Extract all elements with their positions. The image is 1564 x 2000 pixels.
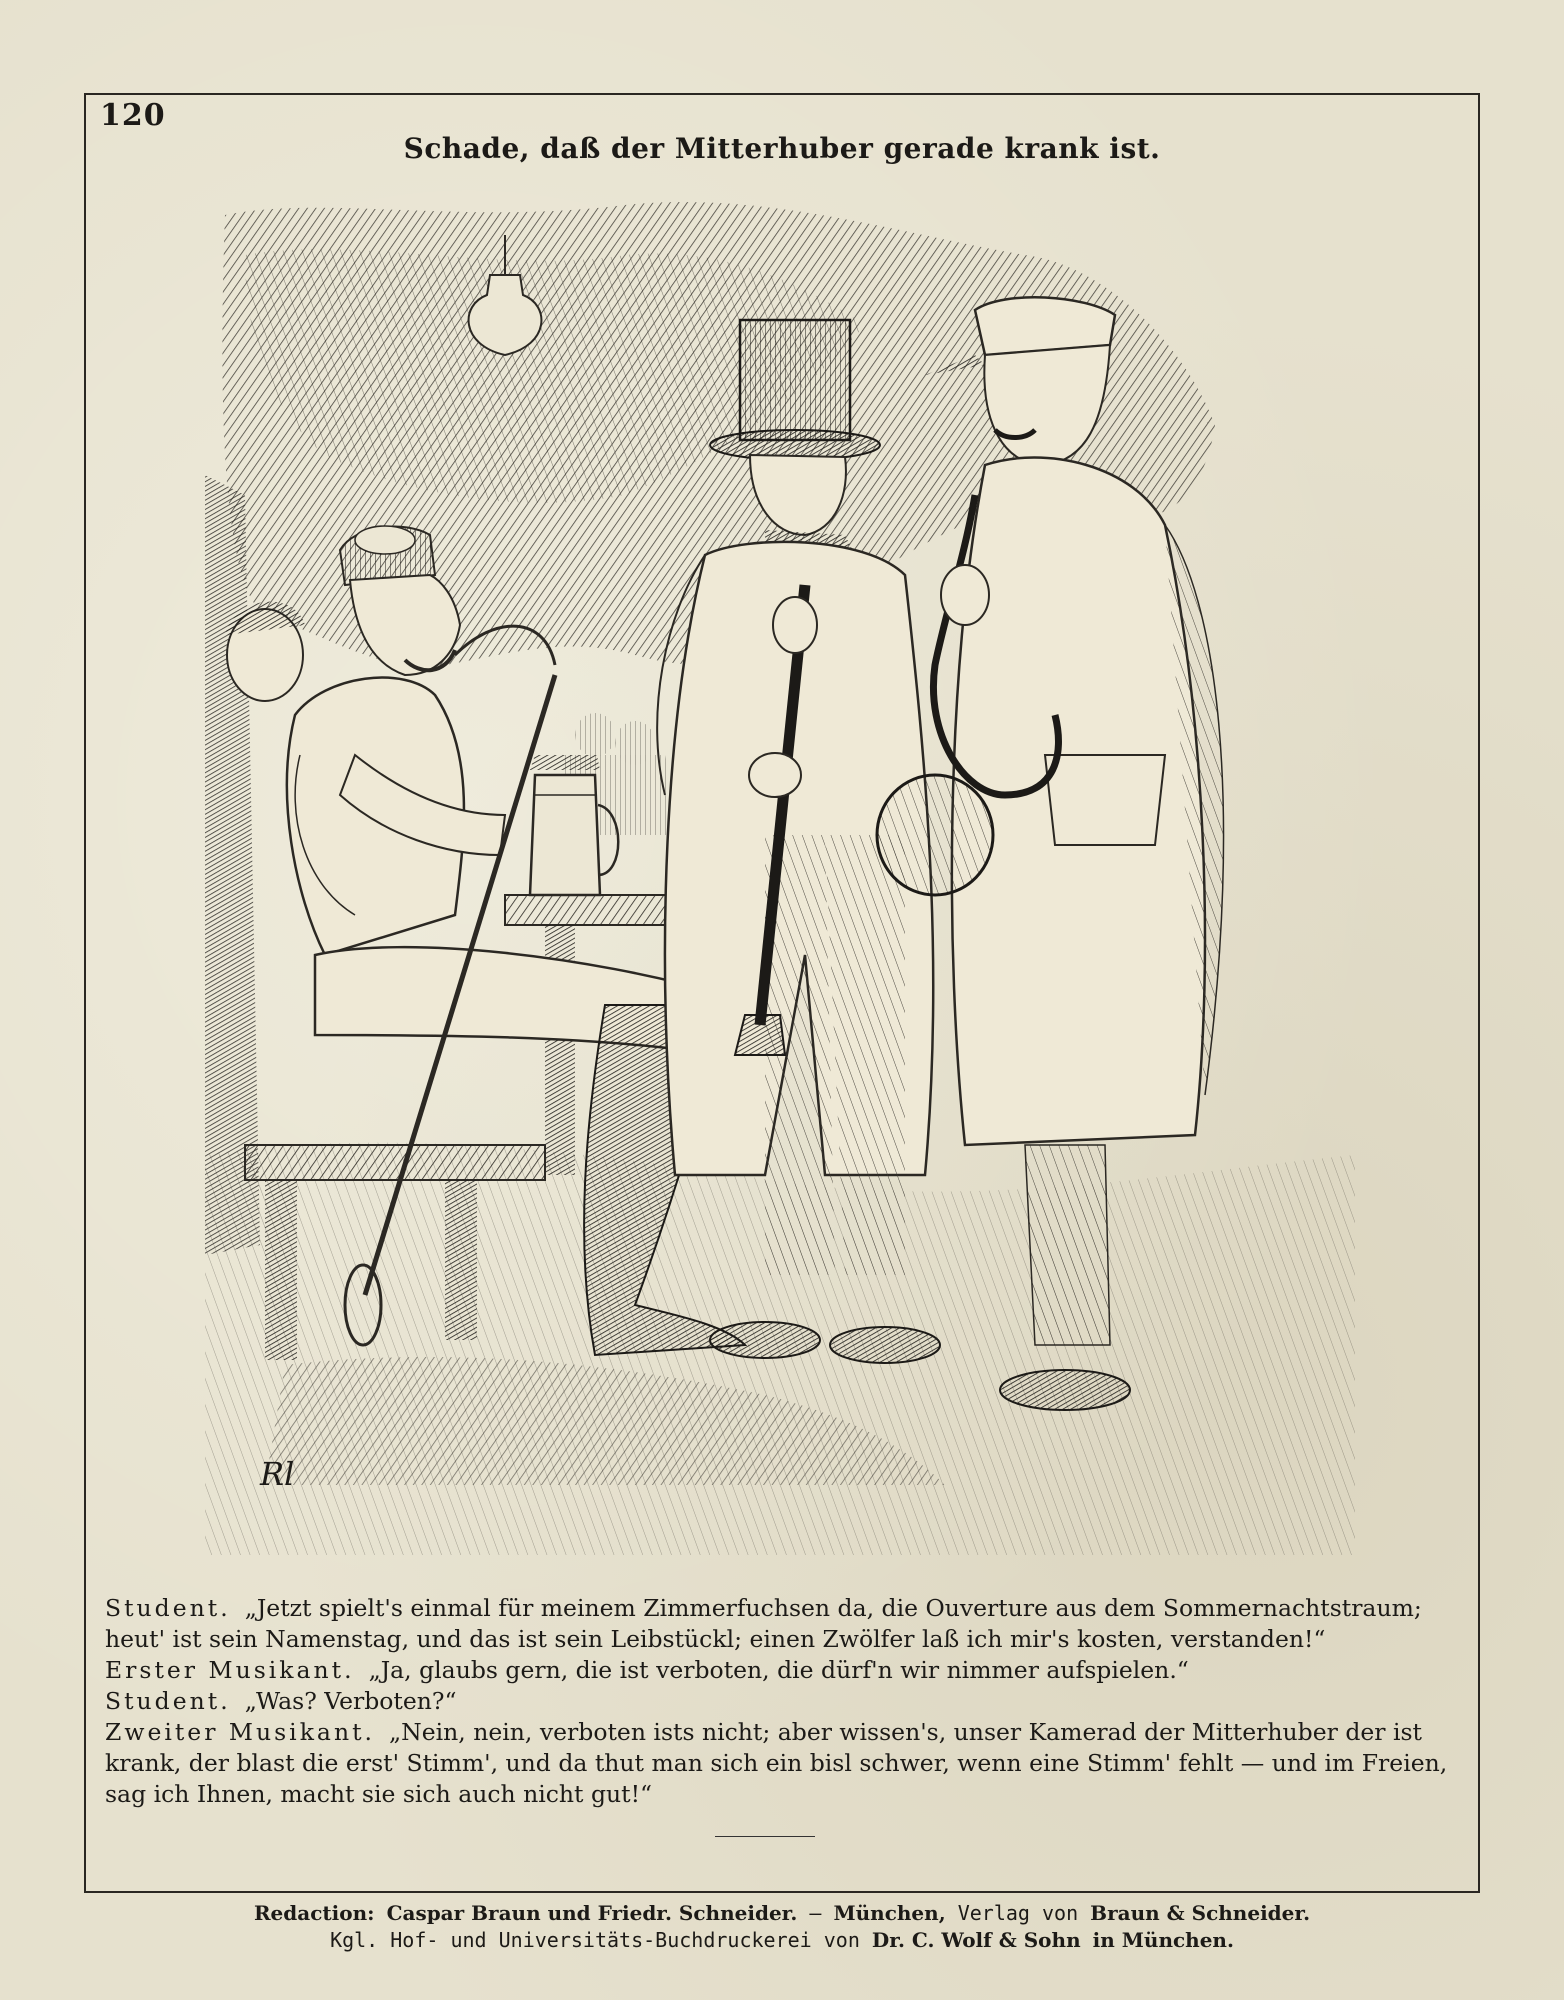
speaker-name: Erster Musikant. xyxy=(105,1656,355,1684)
dialogue-line xyxy=(105,1686,1461,1717)
dialogue-text: „Was? Verboten?“ xyxy=(244,1687,457,1715)
dialogue-text: „Nein, nein, verboten ists nicht; aber wissen's, unser Kamerad der Mitterhuber der ist krank, der blast die erst' Stimm', und da thut man sich ein bisl schwer, wenn eine Stimm' fehlt — und im Freien, sag ich Ihnen, macht sie sich auch nicht gut!“ xyxy=(105,1718,1448,1808)
redaction-label: Redaction: xyxy=(253,1901,375,1925)
speaker-name: Zweiter Musikant. xyxy=(105,1718,375,1746)
dialogue-line xyxy=(105,1655,1461,1686)
imprint-line-1 xyxy=(0,1900,1564,1927)
printer-city: in München. xyxy=(1092,1928,1234,1952)
speaker-name: Student. xyxy=(105,1687,231,1715)
imprint-footer xyxy=(0,1900,1564,1954)
dialogue-block xyxy=(105,1593,1461,1810)
divider-rule xyxy=(715,1836,815,1837)
dash: — xyxy=(809,1901,822,1925)
page-number: 120 xyxy=(100,98,166,133)
editors: Caspar Braun und Friedr. Schneider. xyxy=(386,1901,798,1925)
imprint-line-2 xyxy=(0,1927,1564,1954)
city: München, xyxy=(833,1901,946,1925)
page-title: Schade, daß der Mitterhuber gerade krank ist. xyxy=(403,132,1161,165)
dialogue-text: „Jetzt spielt's einmal für meinem Zimmerfuchsen da, die Ouverture aus dem Sommernachtstraum; heut' ist sein Namenstag, und das ist sein Leibstückl; einen Zwölfer laß ich mir's kosten, verstanden!“ xyxy=(105,1594,1422,1653)
printer-label: Kgl. Hof- und Universitäts-Buchdruckerei von xyxy=(330,1928,860,1952)
dialogue-line xyxy=(105,1593,1461,1655)
dialogue-text: „Ja, glaubs gern, die ist verboten, die dürf'n wir nimmer aufspielen.“ xyxy=(368,1656,1189,1684)
printer: Dr. C. Wolf & Sohn xyxy=(871,1928,1081,1952)
publisher: Braun & Schneider. xyxy=(1090,1901,1311,1925)
speaker-name: Student. xyxy=(105,1594,231,1622)
artist-signature: Rl xyxy=(260,1455,295,1493)
publisher-label: Verlag von xyxy=(957,1901,1079,1925)
engraving-illustration xyxy=(205,195,1355,1555)
dialogue-line xyxy=(105,1717,1461,1810)
